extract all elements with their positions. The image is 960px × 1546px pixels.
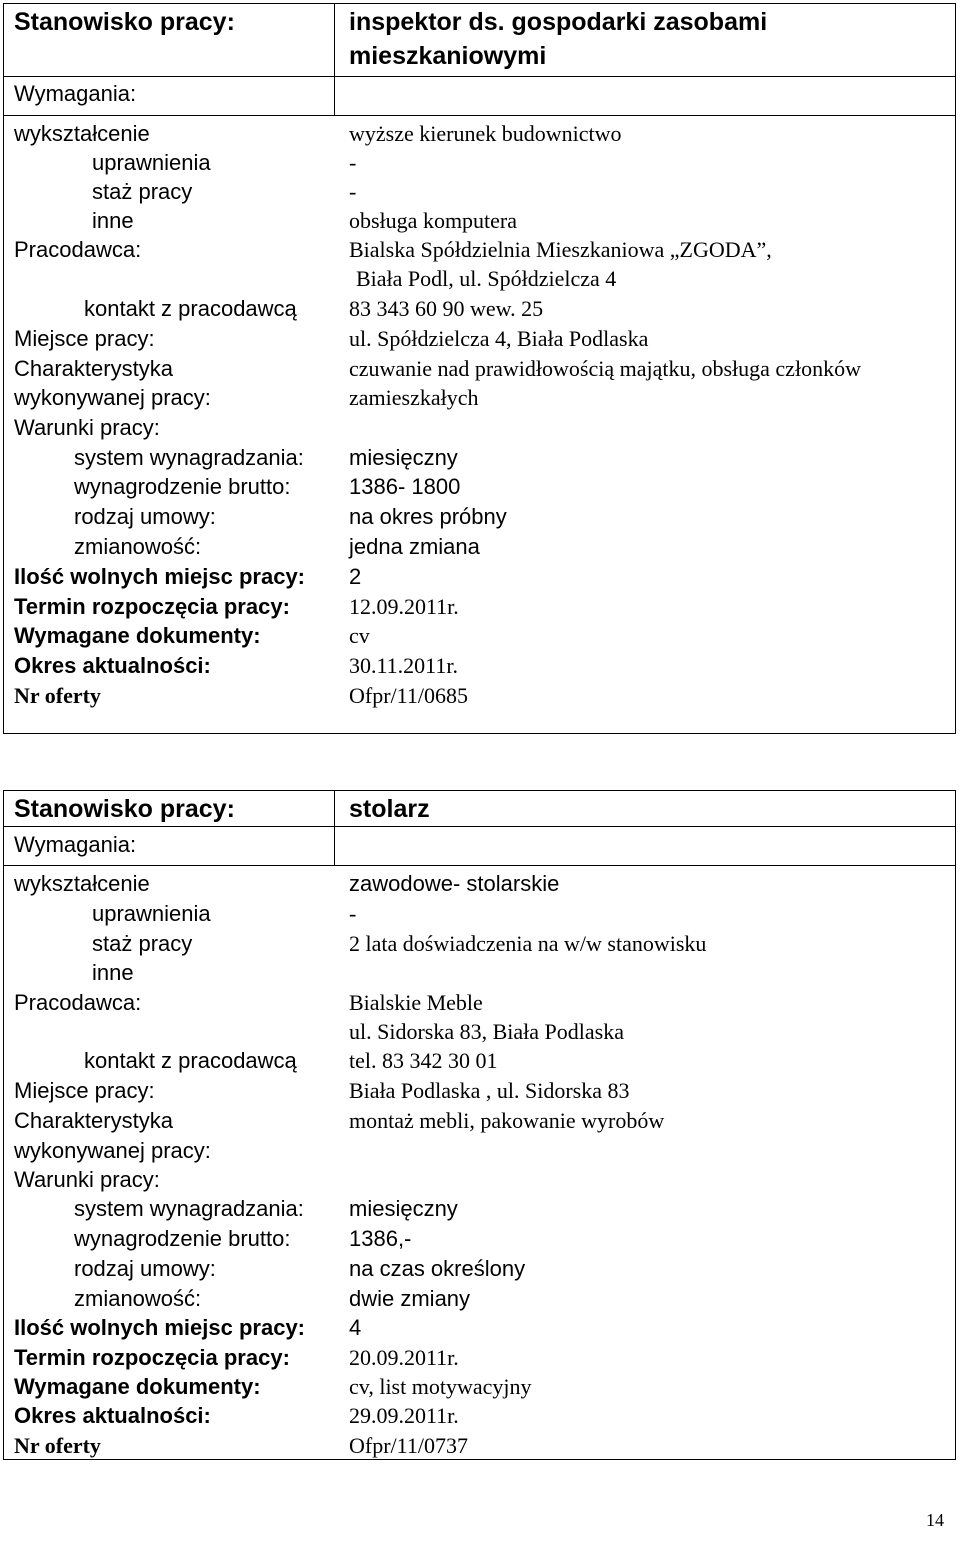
education-label: wykształcenie (14, 121, 150, 146)
contract-type-label: rodzaj umowy: (74, 504, 216, 529)
licenses-value: - (349, 901, 357, 926)
row-divider (4, 76, 955, 77)
workplace-value: ul. Spółdzielcza 4, Biała Podlaska (349, 326, 649, 351)
column-divider (334, 791, 335, 865)
licenses-label: uprawnienia (92, 150, 211, 175)
start-date-value: 12.09.2011r. (349, 594, 459, 619)
contract-type-value: na okres próbny (349, 504, 507, 529)
valid-until-label: Okres aktualności: (14, 653, 211, 678)
start-date-value: 20.09.2011r. (349, 1345, 459, 1370)
requirements-label: Wymagania: (14, 81, 137, 106)
row-divider (4, 826, 955, 827)
workplace-label: Miejsce pracy: (14, 1078, 155, 1103)
experience-label: staż pracy (92, 179, 193, 204)
contact-phone: 83 343 60 90 wew. 25 (349, 296, 544, 321)
contract-type-label: rodzaj umowy: (74, 1256, 216, 1281)
other-label: inne (92, 960, 134, 985)
job-description-label-cont: wykonywanej pracy: (14, 385, 211, 410)
offer-number-value: Ofpr/11/0737 (349, 1433, 468, 1458)
start-date-label: Termin rozpoczęcia pracy: (14, 594, 290, 619)
position-title: inspektor ds. gospodarki zasobami (349, 8, 768, 36)
conditions-label: Warunki pracy: (14, 1167, 160, 1192)
vacancies-value: 4 (349, 1315, 362, 1340)
documents-label: Wymagane dokumenty: (14, 623, 261, 648)
employer-address: Biała Podl, ul. Spółdzielcza 4 (356, 266, 617, 291)
vacancies-value: 2 (349, 564, 362, 589)
employer-name: Bialskie Meble (349, 990, 483, 1015)
job-description-cont: zamieszkałych (349, 385, 479, 410)
documents-value: cv (349, 623, 370, 648)
valid-until-value: 29.09.2011r. (349, 1403, 459, 1428)
page-number: 14 (926, 1510, 944, 1530)
job-description-label-cont: wykonywanej pracy: (14, 1138, 211, 1163)
gross-salary-value: 1386,- (349, 1226, 412, 1251)
employer-address: ul. Sidorska 83, Biała Podlaska (349, 1019, 624, 1044)
experience-value: 2 lata doświadczenia na w/w stanowisku (349, 931, 707, 956)
contact-phone: tel. 83 342 30 01 (349, 1048, 498, 1073)
pay-system-label: system wynagradzania: (74, 445, 304, 470)
job-description-label: Charakterystyka (14, 356, 173, 381)
contact-label: kontakt z pracodawcą (84, 296, 297, 321)
workplace-label: Miejsce pracy: (14, 326, 155, 351)
licenses-value: - (349, 150, 357, 175)
row-divider (4, 115, 955, 116)
shifts-value: dwie zmiany (349, 1286, 471, 1311)
employer-label: Pracodawca: (14, 237, 142, 262)
offer-number-label: Nr oferty (14, 683, 101, 708)
gross-salary-label: wynagrodzenie brutto: (74, 474, 291, 499)
gross-salary-label: wynagrodzenie brutto: (74, 1226, 291, 1251)
pay-system-label: system wynagradzania: (74, 1196, 304, 1221)
vacancies-label: Ilość wolnych miejsc pracy: (14, 1315, 306, 1340)
valid-until-value: 30.11.2011r. (349, 653, 458, 678)
job-description-label: Charakterystyka (14, 1108, 173, 1133)
start-date-label: Termin rozpoczęcia pracy: (14, 1345, 290, 1370)
contract-type-value: na czas określony (349, 1256, 526, 1281)
shifts-label: zmianowość: (74, 534, 202, 559)
experience-label: staż pracy (92, 931, 193, 956)
position-label: Stanowisko pracy: (14, 795, 235, 823)
licenses-label: uprawnienia (92, 901, 211, 926)
conditions-label: Warunki pracy: (14, 415, 160, 440)
position-title-cont: mieszkaniowymi (349, 42, 547, 70)
documents-label: Wymagane dokumenty: (14, 1374, 261, 1399)
education-label: wykształcenie (14, 871, 150, 896)
job-offer-1 (3, 3, 956, 734)
vacancies-label: Ilość wolnych miejsc pracy: (14, 564, 306, 589)
job-description: montaż mebli, pakowanie wyrobów (349, 1108, 665, 1133)
job-description: czuwanie nad prawidłowością majątku, obsługa członków (349, 356, 861, 381)
employer-label: Pracodawca: (14, 990, 142, 1015)
other-value: obsługa komputera (349, 208, 518, 233)
education-value: zawodowe- stolarskie (349, 871, 560, 896)
education-value: wyższe kierunek budownictwo (349, 121, 622, 146)
pay-system-value: miesięczny (349, 445, 458, 470)
requirements-label: Wymagania: (14, 832, 137, 857)
employer-name: Bialska Spółdzielnia Mieszkaniowa „ZGODA”, (349, 237, 772, 262)
workplace-value: Biała Podlaska , ul. Sidorska 83 (349, 1078, 630, 1103)
offer-number-label: Nr oferty (14, 1433, 101, 1458)
experience-value: - (349, 179, 357, 204)
position-title: stolarz (349, 795, 430, 823)
shifts-label: zmianowość: (74, 1286, 202, 1311)
pay-system-value: miesięczny (349, 1196, 458, 1221)
shifts-value: jedna zmiana (349, 534, 480, 559)
other-label: inne (92, 208, 134, 233)
documents-value: cv, list motywacyjny (349, 1374, 532, 1399)
job-offer-2 (3, 790, 956, 1460)
row-divider (4, 865, 955, 866)
contact-label: kontakt z pracodawcą (84, 1048, 297, 1073)
offer-number-value: Ofpr/11/0685 (349, 683, 468, 708)
valid-until-label: Okres aktualności: (14, 1403, 211, 1428)
column-divider (334, 4, 335, 115)
position-label: Stanowisko pracy: (14, 8, 235, 36)
gross-salary-value: 1386- 1800 (349, 474, 461, 499)
